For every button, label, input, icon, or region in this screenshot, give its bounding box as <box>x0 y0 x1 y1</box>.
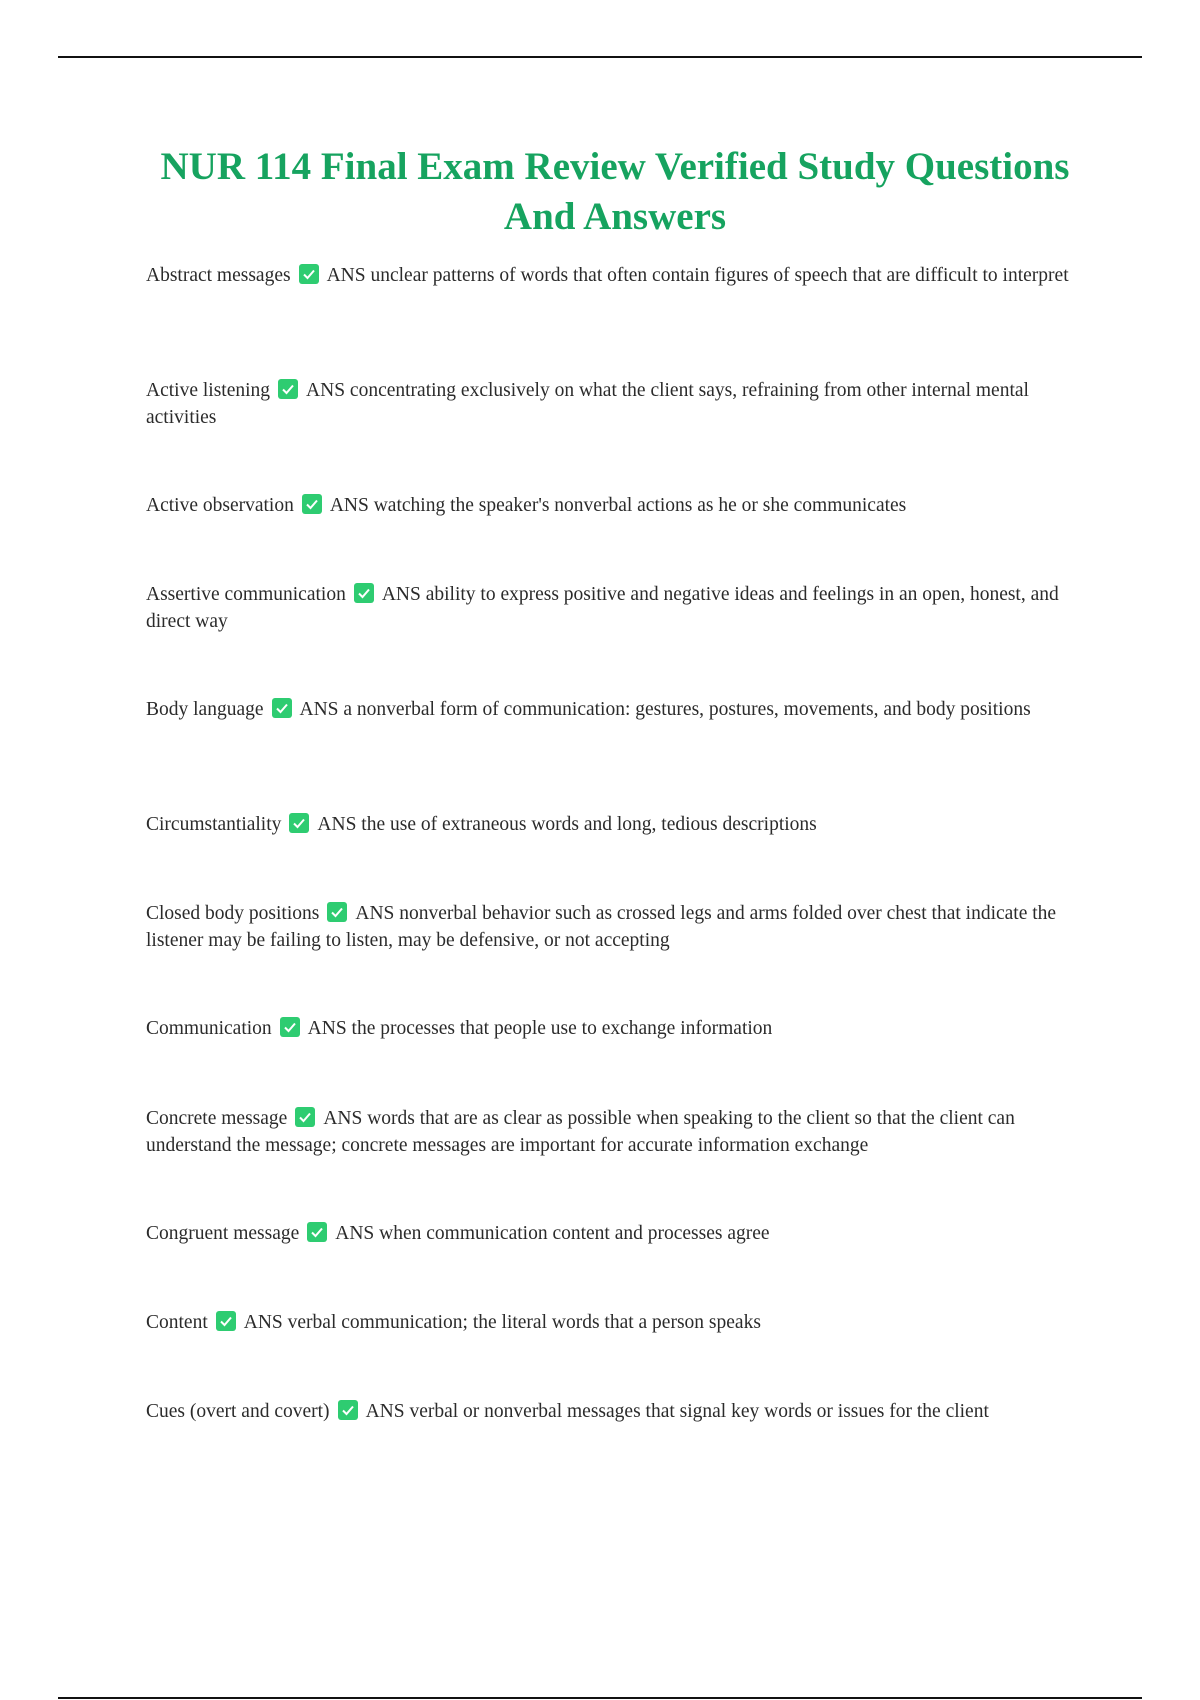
qa-answer: ANS nonverbal behavior such as crossed legs and arms folded over chest that indicate the listener may be failing to listen, may be defensive, or not accepting <box>146 903 1057 951</box>
check-mark-icon <box>307 1222 327 1242</box>
qa-term: Content <box>146 1312 208 1333</box>
qa-answer: ANS verbal communication; the literal words that a person speaks <box>243 1312 761 1333</box>
qa-answer: ANS ability to express positive and negative ideas and feelings in an open, honest, and direct way <box>146 584 1059 632</box>
qa-item <box>146 1105 1096 1159</box>
qa-item <box>146 492 1096 519</box>
qa-answer: ANS a nonverbal form of communication: gestures, postures, movements, and body positions <box>299 699 1031 720</box>
qa-item <box>146 1220 1096 1247</box>
qa-answer: ANS unclear patterns of words that often contain figures of speech that are difficult to interpret <box>326 265 1069 286</box>
qa-term: Active observation <box>146 495 294 516</box>
qa-term: Abstract messages <box>146 265 291 286</box>
qa-term: Communication <box>146 1018 272 1039</box>
check-mark-icon <box>278 379 298 399</box>
qa-item <box>146 1015 1096 1042</box>
check-mark-icon <box>289 813 309 833</box>
check-mark-icon <box>295 1107 315 1127</box>
qa-answer: ANS when communication content and processes agree <box>335 1223 770 1244</box>
check-mark-icon <box>280 1017 300 1037</box>
qa-item <box>146 377 1096 431</box>
top-rule <box>58 56 1142 58</box>
qa-answer: ANS the processes that people use to exchange information <box>307 1018 773 1039</box>
qa-item <box>146 581 1096 635</box>
qa-term: Concrete message <box>146 1108 288 1129</box>
qa-answer: ANS verbal or nonverbal messages that signal key words or issues for the client <box>365 1401 989 1422</box>
qa-term: Congruent message <box>146 1223 300 1244</box>
qa-term: Cues (overt and covert) <box>146 1401 330 1422</box>
check-mark-icon <box>338 1400 358 1420</box>
qa-item <box>146 696 1096 723</box>
qa-answer: ANS the use of extraneous words and long, tedious descriptions <box>317 814 817 835</box>
qa-term: Assertive communication <box>146 584 346 605</box>
qa-item <box>146 262 1096 289</box>
page-title: NUR 114 Final Exam Review Verified Study Questions And Answers <box>160 145 1070 238</box>
qa-term: Body language <box>146 699 264 720</box>
check-mark-icon <box>272 698 292 718</box>
qa-term: Closed body positions <box>146 903 320 924</box>
check-mark-icon <box>302 494 322 514</box>
qa-item <box>146 811 1096 838</box>
qa-item <box>146 1398 1096 1425</box>
qa-term: Circumstantiality <box>146 814 282 835</box>
qa-item <box>146 900 1096 954</box>
check-mark-icon <box>299 264 319 284</box>
bottom-rule <box>58 1697 1142 1699</box>
check-mark-icon <box>327 902 347 922</box>
qa-answer: ANS watching the speaker's nonverbal actions as he or she communicates <box>329 495 907 516</box>
qa-term: Active listening <box>146 380 271 401</box>
qa-answer: ANS concentrating exclusively on what the client says, refraining from other internal mental activities <box>146 380 1029 428</box>
qa-item <box>146 1309 1096 1336</box>
check-mark-icon <box>354 583 374 603</box>
check-mark-icon <box>216 1311 236 1331</box>
qa-answer: ANS words that are as clear as possible when speaking to the client so that the client can understand the message; concrete messages are important for accurate information exchange <box>146 1108 1015 1156</box>
